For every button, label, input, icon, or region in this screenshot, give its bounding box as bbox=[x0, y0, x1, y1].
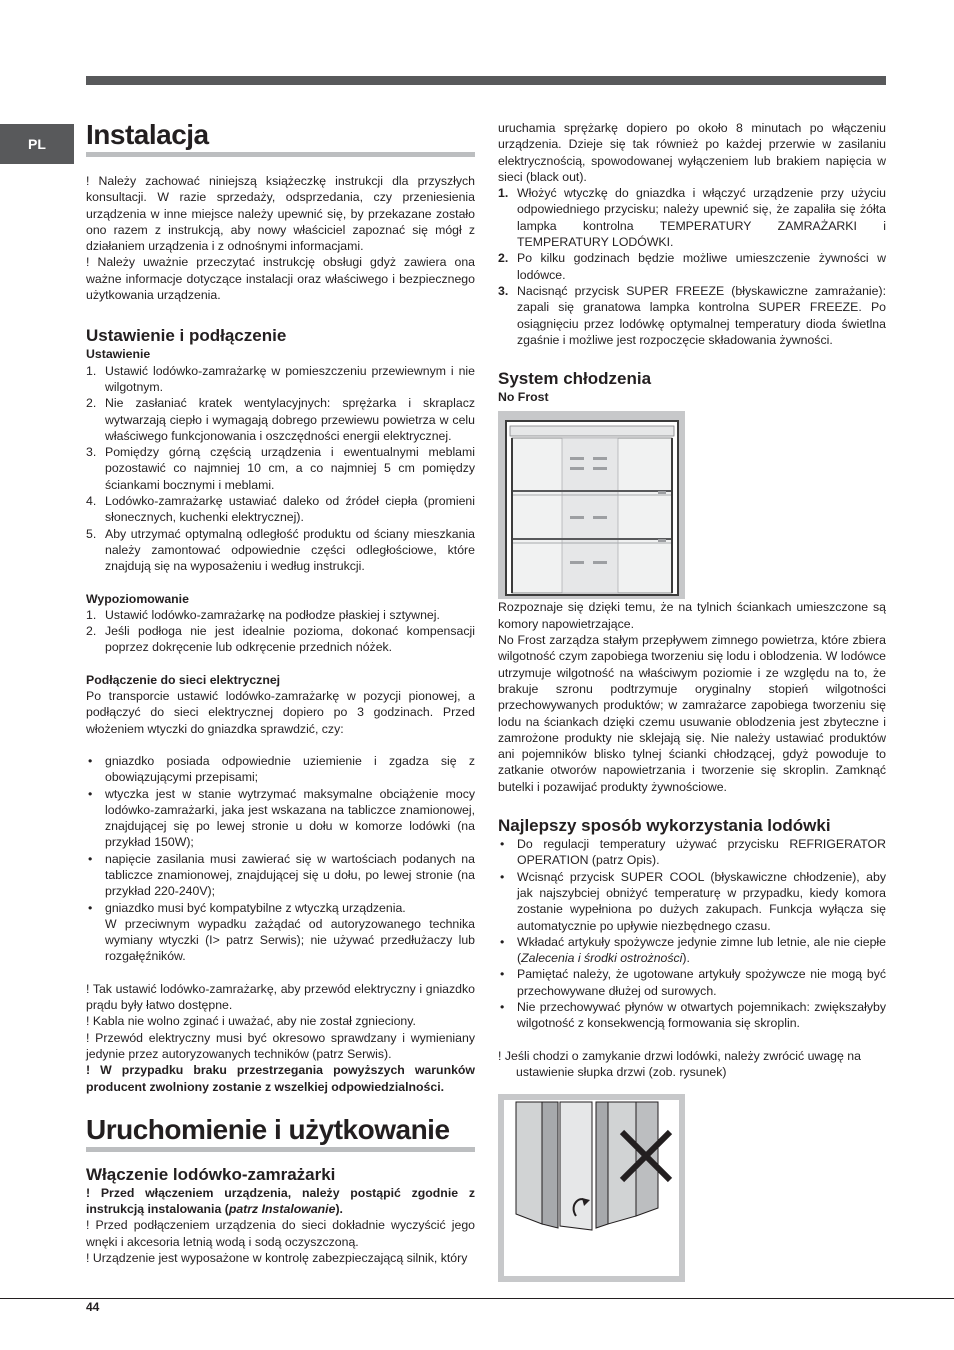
intro-paragraph-1: ! Należy zachować niniejszą książeczkę instrukcji dla przyszłych konsultacji. W razie sprzedaży, odsprzedania, czy przeniesienia urządzenia w inne miejsce należy upewnić się, by przekazane zostało ono razem z instrukcją, aby nowy właściciel zapoznać się mógł z działaniem urządzenia i z odnośnymi informacjami. bbox=[86, 174, 475, 254]
subheading-ustawienie: Ustawienie bbox=[86, 347, 151, 362]
list-item: • Nie przechowywać płynów w otwartych pojemnikach: zwiększałyby wilgotność z konsekwencją formowania się skroplin. bbox=[500, 999, 886, 1031]
list-item: • Wkładać artykuły spożywcze jedynie zimne lub letnie, ale nie ciepłe (Zalecenia i środki ostrożności). bbox=[500, 934, 886, 966]
list-item: 1. Włożyć wtyczkę do gniazdka i włączyć urządzenie przy użyciu odpowiedniego przycisku; należy upewnić się, że zapaliła się żółta lampka kontrolna TEMPERATURY ZAMRAŻARKI i TEMPERATURY LODÓWKI. bbox=[498, 186, 886, 250]
note-2: ! Kabla nie wolno zginać i uważać, aby nie został zgnieciony. bbox=[86, 1014, 416, 1029]
note-4: ! W przypadku braku przestrzegania powyższych warunków producent zwolniony zostanie z wszelkiej odpowiedzialności. bbox=[86, 1063, 475, 1094]
wypoziomowanie-list bbox=[86, 607, 475, 656]
list-item: 5. Aby utrzymać optymalną odległość produktu od ściany mieszkania należy zamontować odpowiednie części odległościowe, które znajdują się na wyposażeniu i według instrukcji. bbox=[86, 526, 475, 574]
list-item: • gniazdko posiada odpowiednie uziemienie i zgadza się z obowiązującymi przepisami; bbox=[88, 753, 475, 785]
list-item: • napięcie zasilania musi zawierać się w wartościach podanych na tabliczce znamionowej, znajdującej się u dołu, po lewej stronie (na przykład 220-240V); bbox=[88, 851, 475, 899]
heading-instalacja: Instalacja bbox=[86, 119, 209, 150]
heading-rule bbox=[86, 1147, 475, 1152]
note-przed-wlaczeniem: ! Przed włączeniem urządzenia, należy postąpić zgodnie z instrukcją instalowania (patrz Instalowanie). bbox=[86, 1185, 475, 1217]
list-item: 1. Ustawić lodówko-zamrażarkę w pomieszczeniu przewiewnym i nie wilgotnym. bbox=[86, 363, 475, 394]
heading-najlepszy-sposob: Najlepszy sposób wykorzystania lodówki bbox=[498, 816, 831, 836]
note-control-part-2: uruchamia sprężarkę dopiero po około 8 minutach po włączeniu urządzenia. Dzieje się tak również po każdej przerwie w zasilaniu elektrycznością, spowodowanej wyłączeniem lub brakiem napięcia w sieci (black out). bbox=[498, 121, 886, 184]
subheading-siec: Podłączenie do sieci elektrycznej bbox=[86, 672, 281, 687]
note-clean: ! Przed podłączeniem urządzenia do sieci dokładnie wyczyścić jego wnęki i akcesoria letnią wodą i sodą oczyszczoną. bbox=[86, 1218, 475, 1249]
list-item: • Wcisnąć przycisk SUPER COOL (błyskawiczne chłodzenie), aby jak najszybciej obniżyć temperaturę w przypadku, kiedy komora zostanie wypełniona po dużych zakupach. Funkcja wyłącza się automatycznie po upływie niezbędnego czasu. bbox=[500, 869, 886, 933]
heading-wlaczenie: Włączenie lodówko-zamrażarki bbox=[86, 1164, 336, 1184]
najlepszy-list bbox=[498, 836, 886, 1032]
note-control-part-1: ! Urządzenie jest wyposażone w kontrolę zabezpieczającą silnik, który bbox=[86, 1251, 468, 1266]
heading-system-chlodzenia: System chłodzenia bbox=[498, 369, 652, 389]
door-figure bbox=[498, 1094, 685, 1282]
list-item: 2. Nie zasłaniać kratek wentylacyjnych: sprężarka i skraplacz wytwarzają ciepło i wymagają dobrego przewiewu powietrza w celu właściwego funkcjonowania i oszczędności energii elektrycznej. bbox=[86, 396, 475, 443]
page-number: 44 bbox=[86, 1300, 100, 1314]
list-item: 2. Jeśli podłoga nie jest idealnie pozioma, dokonać kompensacji poprzez dokręcenie lub odkręcenie przednich nóżek. bbox=[86, 624, 475, 655]
ustawienie-list bbox=[86, 363, 475, 575]
siec-intro: Po transporcie ustawić lodówko-zamrażarkę w pozycji pionowej, a podłączyć do sieci elektrycznej dopiero po 3 godzinach. Przed włożeniem wtyczki do gniazdka sprawdzić, czy: bbox=[86, 689, 475, 736]
list-item: 2. Po kilku godzinach będzie możliwe umieszczenie żywności w lodówce. bbox=[498, 251, 886, 282]
intro-paragraph-2: ! Należy uważnie przeczytać instrukcję obsługi gdyż zawiera ona ważne informacje dotyczące instalacji oraz właściwego i bezpiecznego użytkowania urządzenia. bbox=[86, 255, 475, 303]
fridge-interior-figure bbox=[498, 411, 685, 599]
list-item: • gniazdko musi być kompatybilne z wtyczką urządzenia. bbox=[88, 900, 406, 915]
note-1: ! Tak ustawić lodówko-zamrażarkę, aby przewód elektryczny i gniazdko prądu były łatwo dostępne. bbox=[86, 981, 475, 1013]
list-item-continuation: W przeciwnym wypadku zażądać od autoryzowanego technika wymiany wtyczki (I> patrz Serwis); nie używać przedłużaczy lub rozgałęźników. bbox=[105, 916, 475, 964]
heading-rule bbox=[86, 152, 475, 157]
list-item: 1. Ustawić lodówko-zamrażarkę na podłodze płaskiej i sztywnej. bbox=[86, 607, 440, 622]
right-column bbox=[498, 120, 886, 1282]
list-item: 3. Nacisnąć przycisk SUPER FREEZE (błyskawiczne zamrażanie): zapali się granatowa lampka kontrolna SUPER FREEZE. Po osiągnięciu przez lodówkę optymalnej temperatury dioda świetlna zgaśnie i możliwe jest rozpoczęcie składowania żywności. bbox=[498, 283, 886, 347]
footer-rule bbox=[0, 1298, 954, 1299]
startup-steps-list bbox=[498, 185, 886, 348]
language-tab: PL bbox=[0, 124, 74, 164]
subheading-wypoziomowanie: Wypoziomowanie bbox=[86, 591, 189, 606]
list-item: • wtyczka jest w stanie wytrzymać maksymalne obciążenie mocy lodówko-zamrażarki, jaka jest wskazana na tabliczce znamionowej, znajdującej się po lewej stronie u dołu w komorze lodówki (na przykład 150W); bbox=[88, 786, 475, 850]
top-bar bbox=[86, 76, 886, 85]
heading-uruchomienie: Uruchomienie i użytkowanie bbox=[86, 1113, 450, 1145]
list-item: 4. Lodówko-zamrażarkę ustawiać daleko od źródeł ciepła (promieni słonecznych, kuchenki elektrycznej). bbox=[86, 494, 475, 525]
note-3: ! Przewód elektryczny musi być okresowo sprawdzany i wymieniany jedynie przez autoryzowanych techników (patrz Serwis). bbox=[86, 1030, 475, 1061]
fridge-interior-illustration bbox=[498, 411, 685, 599]
no-frost-text-1: Rozpoznaje się dzięki temu, że na tylnich ściankach umieszczone są komory napowietrzające. bbox=[498, 600, 886, 631]
no-frost-text-2: No Frost zarządza stałym przepływem zimnego powietrza, które zbiera wilgotność czym zapobiega tworzeniu się lodu i oblodzenia. W lodówce utrzymuje wilgotność na właściwym poziomie i ze względu na to, że brakuje szronu podtrzymuje oryginalny stopień wilgotności przechowywanych produktów; w zamrażarce zapobiega tworzeniu się lodu na ściankach dzięki czemu usuwanie oblodzenia jest zbyteczne i zamrożone produkty nie sklejają się. Nie należy ustawiać produktów ani pojemników blisko tylnej ścianki chłodzącej, gdyż powoduje to zatkanie otworów napowietrzania i tworzenie się skroplin. Zamknąć butelki i pozawijać produkty żywnościowe. bbox=[498, 633, 886, 794]
siec-list bbox=[86, 753, 475, 965]
door-alignment-illustration bbox=[498, 1094, 685, 1282]
left-column bbox=[86, 118, 475, 1266]
list-item: • Do regulacji temperatury używać przycisku REFRIGERATOR OPERATION (patrz Opis). bbox=[500, 837, 886, 868]
subheading-no-frost: No Frost bbox=[498, 390, 549, 405]
heading-ustawienie-podlaczenie: Ustawienie i podłączenie bbox=[86, 326, 287, 346]
door-note: ! Jeśli chodzi o zamykanie drzwi lodówki, należy zwrócić uwagę na ustawienie słupka drzwi (zob. rysunek) bbox=[498, 1048, 861, 1079]
list-item: 3. Pomiędzy górną częścią urządzenia i ewentualnymi meblami pozostawić co najmniej 10 cm, a co najmniej 5 cm pomiędzy ściankami bocznymi i meblami. bbox=[86, 445, 475, 492]
list-item: • Pamiętać należy, że ugotowane artykuły spożywcze nie mogą być przechowywane dłużej od surowych. bbox=[500, 967, 886, 998]
